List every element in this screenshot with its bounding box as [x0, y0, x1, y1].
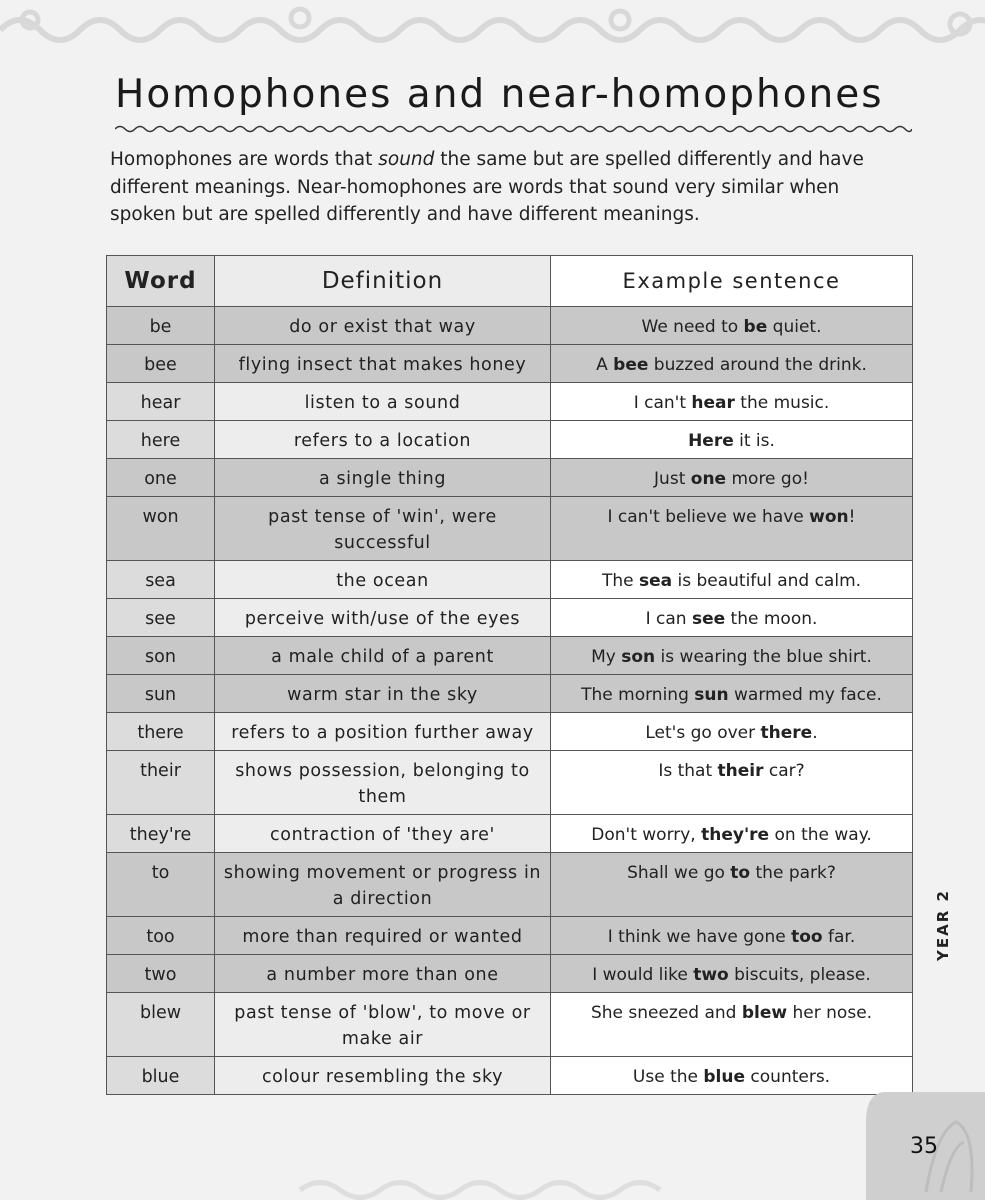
definition-cell: the ocean	[215, 561, 551, 599]
definition-cell: more than required or wanted	[215, 917, 551, 955]
example-homophone: to	[730, 863, 751, 883]
example-cell	[551, 917, 913, 955]
example-text-after: is beautiful and calm.	[672, 571, 862, 591]
example-text-before: Let's go over	[645, 723, 761, 743]
header-example: Example sentence	[551, 256, 913, 307]
example-cell	[551, 751, 913, 815]
example-homophone: see	[691, 609, 726, 629]
example-text-after: her nose.	[787, 1003, 873, 1023]
word-cell: son	[107, 637, 215, 675]
table-row	[107, 815, 913, 853]
example-text-before: I can't	[633, 393, 692, 413]
table-header-row	[107, 256, 913, 307]
example-text-after: is wearing the blue shirt.	[655, 647, 872, 667]
table-row	[107, 383, 913, 421]
word-cell: blue	[107, 1057, 215, 1095]
example-text-before: I can't believe we have	[607, 507, 810, 527]
example-homophone: their	[717, 761, 764, 781]
table-row	[107, 459, 913, 497]
example-text-after: warmed my face.	[728, 685, 882, 705]
word-cell: hear	[107, 383, 215, 421]
table-row	[107, 599, 913, 637]
example-text-before: The morning	[581, 685, 695, 705]
definition-cell: warm star in the sky	[215, 675, 551, 713]
table-row	[107, 955, 913, 993]
example-text-after: buzzed around the drink.	[648, 355, 867, 375]
definition-cell: a number more than one	[215, 955, 551, 993]
header-definition: Definition	[215, 256, 551, 307]
definition-cell: a male child of a parent	[215, 637, 551, 675]
example-cell	[551, 637, 913, 675]
example-text-after: the music.	[734, 393, 830, 413]
page-number: 35	[910, 1134, 938, 1159]
word-cell: too	[107, 917, 215, 955]
example-cell	[551, 345, 913, 383]
example-cell	[551, 561, 913, 599]
example-text-before: The	[601, 571, 639, 591]
example-text-after: the park?	[750, 863, 836, 883]
example-homophone: be	[743, 317, 768, 337]
example-text-after: car?	[763, 761, 805, 781]
word-cell: be	[107, 307, 215, 345]
definition-cell: listen to a sound	[215, 383, 551, 421]
definition-cell: contraction of 'they are'	[215, 815, 551, 853]
example-text-before: Just	[654, 469, 691, 489]
word-cell: blew	[107, 993, 215, 1057]
example-text-after: it is.	[733, 431, 775, 451]
example-homophone: they're	[701, 825, 770, 845]
example-cell	[551, 383, 913, 421]
example-text-before: Don't worry,	[591, 825, 702, 845]
header-word: Word	[107, 256, 215, 307]
example-text-before: Is that	[658, 761, 718, 781]
example-text-before: I can	[645, 609, 692, 629]
definition-cell: a single thing	[215, 459, 551, 497]
example-text-after: counters.	[745, 1067, 831, 1087]
example-text-after: quiet.	[767, 317, 822, 337]
definition-cell: perceive with/use of the eyes	[215, 599, 551, 637]
homophones-table	[106, 255, 913, 1095]
example-text-before: I think we have gone	[607, 927, 792, 947]
definition-cell: flying insect that makes honey	[215, 345, 551, 383]
example-homophone: too	[791, 927, 823, 947]
table-row	[107, 637, 913, 675]
example-cell	[551, 853, 913, 917]
example-text-before: A	[596, 355, 614, 375]
table-row	[107, 421, 913, 459]
example-cell	[551, 307, 913, 345]
intro-paragraph	[110, 146, 910, 229]
definition-cell: refers to a location	[215, 421, 551, 459]
table-row	[107, 675, 913, 713]
title-wavy-underline	[115, 123, 912, 135]
example-cell	[551, 993, 913, 1057]
side-label-text: YEAR 2	[934, 889, 952, 961]
bottom-doodle-border	[0, 1160, 985, 1200]
example-text-after: on the way.	[769, 825, 872, 845]
example-homophone: Here	[688, 431, 734, 451]
example-homophone: blew	[741, 1003, 788, 1023]
example-homophone: sea	[638, 571, 673, 591]
example-text-before: She sneezed and	[590, 1003, 742, 1023]
definition-cell: shows possession, belonging to them	[215, 751, 551, 815]
example-text-before: My	[591, 647, 622, 667]
example-text-after: far.	[822, 927, 856, 947]
example-text-after: .	[812, 723, 818, 743]
example-cell	[551, 497, 913, 561]
intro-text-2: the same but are spelled differently and have different meanings. Near-homophones are words that sound very similar when spoken but are spelled differently and have different meanings.	[110, 149, 864, 225]
example-cell	[551, 459, 913, 497]
example-text-before: I would like	[592, 965, 694, 985]
intro-emphasis: sound	[378, 149, 435, 170]
table-body	[107, 307, 913, 1095]
example-text-before: Shall we go	[627, 863, 731, 883]
word-cell: here	[107, 421, 215, 459]
example-cell	[551, 599, 913, 637]
example-homophone: two	[693, 965, 729, 985]
example-cell	[551, 955, 913, 993]
word-cell: one	[107, 459, 215, 497]
example-homophone: won	[809, 507, 849, 527]
definition-cell: past tense of 'win', were successful	[215, 497, 551, 561]
top-doodle-border	[0, 0, 985, 60]
word-cell: sea	[107, 561, 215, 599]
example-homophone: bee	[613, 355, 649, 375]
example-cell	[551, 815, 913, 853]
definition-cell: colour resembling the sky	[215, 1057, 551, 1095]
definition-cell: refers to a position further away	[215, 713, 551, 751]
table-row	[107, 993, 913, 1057]
table-row	[107, 1057, 913, 1095]
example-text-after: biscuits, please.	[728, 965, 871, 985]
word-cell: two	[107, 955, 215, 993]
example-text-before: We need to	[641, 317, 744, 337]
example-homophone: son	[621, 647, 656, 667]
table-row	[107, 917, 913, 955]
word-cell: to	[107, 853, 215, 917]
definition-cell: do or exist that way	[215, 307, 551, 345]
definition-cell: showing movement or progress in a direction	[215, 853, 551, 917]
year-2-side-label	[928, 885, 958, 965]
definition-cell: past tense of 'blow', to move or make air	[215, 993, 551, 1057]
example-cell	[551, 421, 913, 459]
example-text-before: Use the	[632, 1067, 704, 1087]
table-row	[107, 751, 913, 815]
word-cell: they're	[107, 815, 215, 853]
intro-text-1: Homophones are words that	[110, 149, 379, 170]
table-row	[107, 345, 913, 383]
page-title: Homophones and near-homophones	[115, 72, 884, 117]
example-cell	[551, 1057, 913, 1095]
example-text-after: !	[848, 507, 856, 527]
example-homophone: there	[760, 723, 813, 743]
word-cell: sun	[107, 675, 215, 713]
word-cell: their	[107, 751, 215, 815]
table-row	[107, 497, 913, 561]
example-cell	[551, 713, 913, 751]
word-cell: there	[107, 713, 215, 751]
table-row	[107, 853, 913, 917]
word-cell: won	[107, 497, 215, 561]
word-cell: see	[107, 599, 215, 637]
example-homophone: blue	[703, 1067, 746, 1087]
table-row	[107, 561, 913, 599]
example-cell	[551, 675, 913, 713]
example-text-after: the moon.	[725, 609, 818, 629]
table-row	[107, 307, 913, 345]
example-homophone: one	[690, 469, 727, 489]
example-homophone: sun	[694, 685, 729, 705]
example-text-after: more go!	[726, 469, 809, 489]
table-row	[107, 713, 913, 751]
word-cell: bee	[107, 345, 215, 383]
example-homophone: hear	[691, 393, 735, 413]
